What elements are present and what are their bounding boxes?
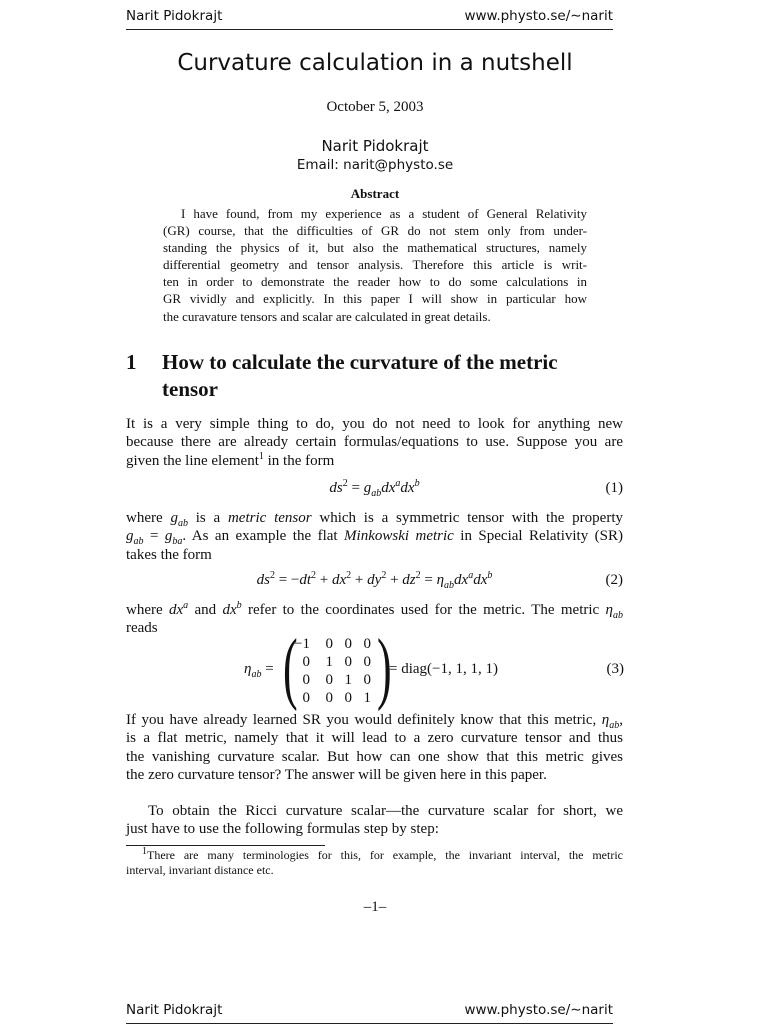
abstract-line: standing the physics of it, but also the mathematical structures, namely	[163, 240, 587, 256]
page-number: –1–	[363, 899, 387, 915]
matrix-cell: 1	[363, 690, 371, 706]
matrix-row	[296, 672, 378, 690]
running-header	[126, 8, 613, 30]
footnote: $^1$There are many terminologies for this, for example, the invariant interval, the metric interval, invariant distance etc.	[126, 846, 623, 877]
matrix-cell: 1	[325, 654, 333, 670]
document-author: Narit Pidokrajt	[321, 137, 429, 155]
matrix-row	[296, 654, 378, 672]
matrix-rhs: = diag(−1, 1, 1, 1)	[389, 661, 498, 677]
matrix-grid	[296, 636, 378, 708]
equation-1	[126, 480, 623, 502]
matrix-cell: 0	[344, 690, 352, 706]
running-footer	[126, 1002, 613, 1024]
footnote-number: 1	[142, 846, 147, 857]
abstract-heading: Abstract	[350, 186, 400, 201]
section-number: 1	[126, 350, 137, 374]
matrix-cell: −1	[294, 636, 310, 652]
paragraph: It is a very simple thing to do, you do not need to look for anything new because there are already certain formulas/equations to use. Suppose you are given the line element$^1$ in the form	[126, 416, 623, 469]
matrix-cell: 0	[363, 636, 371, 652]
header-author: Narit Pidokrajt	[126, 8, 223, 24]
matrix-cell: 0	[363, 672, 371, 688]
matrix-row	[296, 690, 378, 708]
equation-2	[126, 572, 623, 594]
header-url: www.physto.se/∼narit	[464, 8, 613, 24]
matrix-cell: 0	[325, 636, 333, 652]
left-paren: (	[283, 624, 298, 712]
matrix-cell: 0	[325, 690, 333, 706]
matrix-row	[296, 636, 378, 654]
matrix-lhs: $\eta_{ab}$ =	[244, 661, 274, 680]
matrix-cell: 0	[302, 654, 310, 670]
document-title: Curvature calculation in a nutshell	[177, 50, 573, 76]
equation-1-number: (1)	[605, 480, 623, 496]
abstract-line: differential geometry and tensor analysis. Therefore this article is writ-	[163, 257, 587, 273]
footer-url: www.physto.se/∼narit	[464, 1002, 613, 1018]
equation-3-number: (3)	[606, 661, 624, 677]
equation-3	[244, 624, 624, 712]
equation-2-number: (2)	[605, 572, 623, 588]
abstract-body	[163, 205, 587, 325]
abstract-line: (GR) course, that the difficulties of GR do not stem only from under-	[163, 223, 587, 239]
document-date: October 5, 2003	[326, 99, 424, 115]
abstract-line: the curavature tensors and scalar are calculated in great details.	[163, 308, 491, 324]
right-paren: )	[377, 624, 392, 712]
equation-2-formula: $ds^2 = -dt^2 + dx^2 + dy^2 + dz^2 = \eta_{ab}dx^adx^b$	[256, 570, 493, 591]
paragraph: If you have already learned SR you would definitely know that this metric, $\eta_{ab}$, is a flat metric, namely that it will lead to a zero curvature tensor and thus the vanishing curvature scalar. But how can one show that this metric gives the zero curvature tensor? The answer will be given here in this paper.	[126, 712, 623, 784]
paragraph: where $g_{ab}$ is a metric tensor which is a symmetric tensor with the property $g_{ab} = g_{ba}$. As an example the flat Minkowski metric in Special Relativity (SR) takes the form	[126, 510, 623, 563]
footer-author: Narit Pidokrajt	[126, 1002, 223, 1018]
matrix-cell: 0	[302, 690, 310, 706]
footnote-rule	[126, 845, 325, 846]
matrix-cell: 0	[325, 672, 333, 688]
abstract-line: ten in order to demonstrate the reader how to do some calculations in	[163, 274, 587, 290]
matrix-cell: 0	[302, 672, 310, 688]
footnote-marker: 1	[258, 450, 264, 462]
equation-1-formula: $ds^2 = g_{ab}dx^adx^b$	[329, 478, 420, 499]
matrix-cell: 1	[344, 672, 352, 688]
matrix-cell: 0	[344, 636, 352, 652]
abstract-line: GR vividly and explicitly. In this paper I will show in particular how	[163, 291, 587, 307]
author-email: Email: narit@physto.se	[296, 157, 454, 173]
paragraph: where $dx^a$ and $dx^b$ refer to the coordinates used for the metric. The metric $\eta_{ab}$ reads	[126, 600, 623, 637]
matrix-cell: 0	[344, 654, 352, 670]
section-title: How to calculate the curvature of the metric tensor	[162, 350, 558, 401]
matrix-cell: 0	[363, 654, 371, 670]
paragraph: To obtain the Ricci curvature scalar—the curvature scalar for short, we just have to use the following formulas step by step:	[126, 803, 623, 838]
abstract-line: I have found, from my experience as a student of General Relativity	[181, 206, 587, 221]
